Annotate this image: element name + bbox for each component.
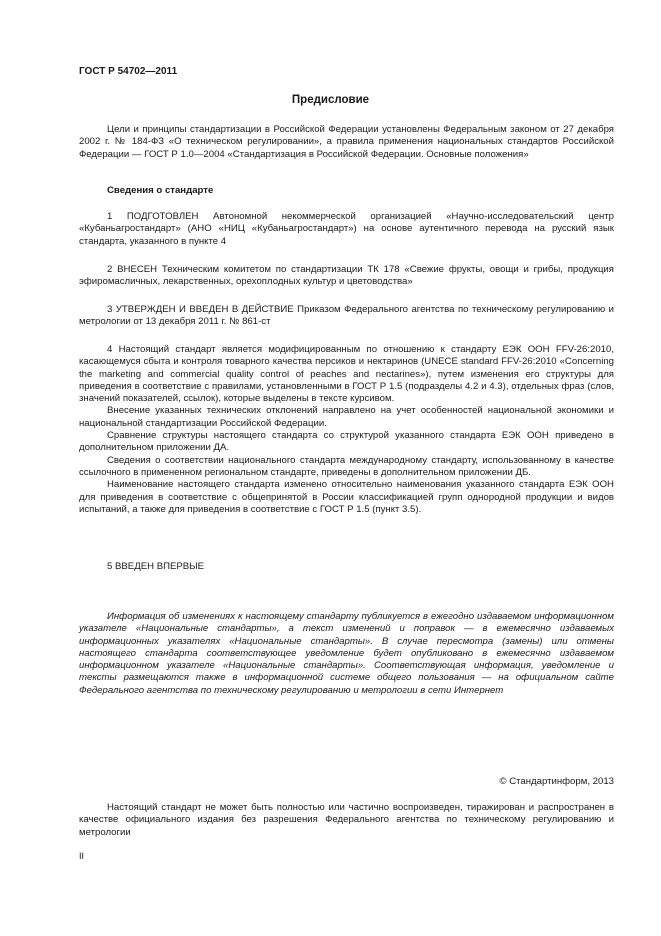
intro-paragraph: Цели и принципы стандартизации в Российской Федерации установлены Федеральным законом от 27 декабря 2002 г. № 184-ФЗ «О техническом регулировании», а правила применения национальных стандартов Российской Федерации — ГОСТ Р 1.0—2004 «Стандартизация в Российской Федерации. Основные положения» [79,124,614,160]
item-2-paragraph: 2 ВНЕСЕН Техническим комитетом по стандартизации ТК 178 «Свежие фрукты, овощи и грибы, продукция эфиромасличных, лекарственных, орехоплодных культур и цветоводства» [79,264,614,288]
standard-code: ГОСТ Р 54702—2011 [79,66,178,77]
item-1-block [79,211,614,248]
rights-block [79,802,614,839]
intro-block [79,124,614,161]
info-paragraph: Информация об изменениях к настоящему стандарту публикуется в ежегодно издаваемом информационном указателе «Национальные стандарты», а текст изменений и поправок — в ежемесячно издаваемых информационных указателях «Национальные стандарты». В случае пересмотра (замены) или отмены настоящего стандарта соответствующее уведомление будет опубликовано в ежемесячно издаваемом информационном указателе «Национальные стандарты». Соответствующая информация, уведомление и тексты размещаются также в информационной системе общего пользования — на официальном сайте Федерального агентства по техническому регулированию и метрологии в сети Интернет [79,611,614,696]
standard-info-heading: Сведения о стандарте [107,185,214,196]
rights-paragraph: Настоящий стандарт не может быть полностью или частично воспроизведен, тиражирован и распространен в качестве официального издания без разрешения Федерального агентства по техническому регулированию и метрологии [79,802,614,838]
subheading-block [79,185,614,197]
item-3-paragraph: 3 УТВЕРЖДЕН И ВВЕДЕН В ДЕЙСТВИЕ Приказом Федерального агентства по техническому регулированию и метрологии от 13 декабря 2011 г. № 861-ст [79,304,614,328]
item-4-paragraph: 4 Настоящий стандарт является модифицированным по отношению к стандарту ЕЭК ООН FFV-26:2010, касающемуся сбыта и контроля товарного качества персиков и нектаринов (UNECE standard FFV-26:2010 «Concerning the marketing and commercial quality control of peaches and nectarines»), путем изменения его структуры для приведения в соответствие с правилами, установленными в ГОСТ Р 1.5 (подразделы 4.2 и 4.3), отдельных фраз (слов, значений показателей, ссылок), которые выделены в тексте курсивом. [79,344,614,405]
item-4-conformity: Сведения о соответствии национального стандарта международному стандарту, использованному в качестве ссылочного в примененном региональном стандарте, приведены в дополнительном приложении ДБ. [79,454,614,478]
item-5-block [79,561,614,573]
copyright-notice: © Стандартинформ, 2013 [499,776,614,787]
item-4-deviations: Внесение указанных технических отклонений направлено на учет особенностей национальной экономики и национальной стандартизации Российской Федерации. [79,405,614,429]
item-4-structure: Сравнение структуры настоящего стандарта со структурой указанного стандарта ЕЭК ООН приведено в дополнительном приложении ДА. [79,430,614,454]
item-4-block [79,344,614,516]
page-number: II [79,851,85,861]
item-2-block [79,264,614,289]
item-3-block [79,304,614,329]
item-4-name-change: Наименование настоящего стандарта изменено относительно наименования указанного стандарта ЕЭК ООН для приведения в соответствие с общепринятой в России классификацией групп однородной продукции и видов испытаний, а также для приведения в соответствие с ГОСТ Р 1.5 (пункт 3.5). [79,479,614,515]
page-title: Предисловие [291,94,370,106]
item-1-paragraph: 1 ПОДГОТОВЛЕН Автономной некоммерческой организацией «Научно-исследовательский центр «Кубаньагростандарт» (АНО «НИЦ «Кубаньагростандарт») на основе аутентичного перевода на русский язык стандарта, указанного в пункте 4 [79,211,614,247]
info-block [79,611,614,697]
item-5-paragraph: 5 ВВЕДЕН ВПЕРВЫЕ [107,561,205,572]
